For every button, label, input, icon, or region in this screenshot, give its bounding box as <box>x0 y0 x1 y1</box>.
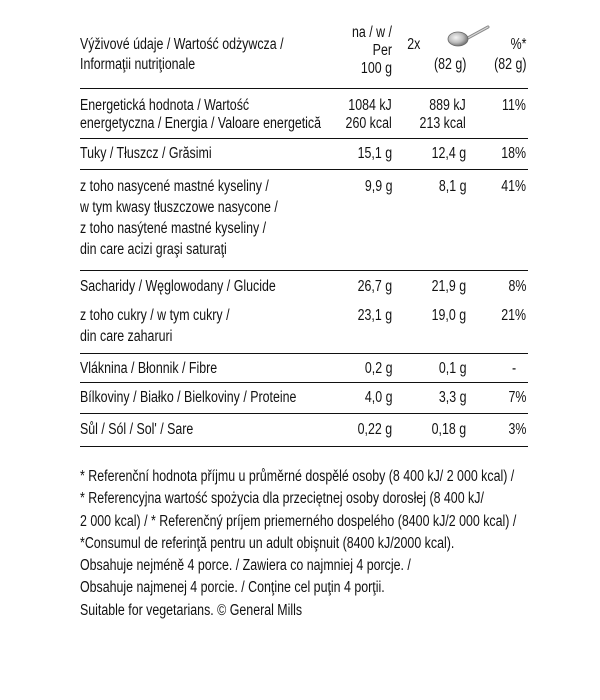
row-label-line: z toho nasycené mastné kyseliny / <box>80 178 269 195</box>
row-portion <box>432 178 466 196</box>
footnote-line: * Referencyjna wartość spożycia dla przeciętnej osoby dorosłej (8 400 kJ/ <box>80 490 484 508</box>
table-row <box>80 170 528 271</box>
cell-value: 8% <box>508 278 526 295</box>
table-header <box>80 24 528 89</box>
header-portion-line: 2x <box>406 36 420 53</box>
cell-value: 213 kcal <box>419 115 466 132</box>
table-row <box>80 414 528 447</box>
header-percent <box>486 36 527 74</box>
row-portion <box>408 97 466 133</box>
row-portion <box>423 145 466 163</box>
row-percent <box>504 389 526 407</box>
row-per100 <box>358 360 392 378</box>
header-per-line: 100 g <box>360 60 392 77</box>
row-label <box>80 278 325 296</box>
header-label-line: Výživové údaje / Wartość odżywcza / <box>80 36 284 53</box>
table-row <box>80 354 528 383</box>
row-portion <box>423 278 466 296</box>
row-percent <box>511 360 516 378</box>
cell-value: 7% <box>508 389 526 406</box>
cell-value: 15,1 g <box>357 145 392 162</box>
table-row <box>80 383 528 414</box>
cell-value: 889 kJ <box>429 97 466 114</box>
table-row <box>80 139 528 170</box>
header-percent-line: %* <box>510 36 526 53</box>
row-percent <box>496 97 526 115</box>
footnote-line: 2 000 kcal) / * Referenčný príjem priemerného dospelého (8400 kJ/2 000 kcal) / <box>80 512 517 530</box>
cell-value: 4,0 g <box>364 389 392 406</box>
cell-value: 3,3 g <box>438 389 466 406</box>
cell-value: 1084 kJ <box>348 97 392 114</box>
row-label-line: z toho nasýtené mastné kyseliny / <box>80 220 267 237</box>
cell-value: 3% <box>508 421 526 438</box>
cell-value: 41% <box>501 178 526 195</box>
row-per100 <box>349 278 392 296</box>
row-percent <box>495 178 526 196</box>
table-row <box>80 301 528 354</box>
row-label-line: Tuky / Tłuszcz / Grăsimi <box>80 145 212 162</box>
row-percent <box>495 307 526 325</box>
row-label-line: Energetická hodnota / Wartość <box>80 97 250 114</box>
row-percent <box>504 278 526 296</box>
footnote-line: *Consumul de referinţă pentru un adult obişnuit (8400 kJ/2000 kcal). <box>80 534 455 552</box>
row-label <box>80 389 351 407</box>
header-label-line: Informaţii nutriţionale <box>80 56 196 73</box>
row-label <box>80 178 327 259</box>
row-per100 <box>349 421 392 439</box>
header-label <box>80 36 334 74</box>
row-portion <box>432 360 466 378</box>
cell-value: 21,9 g <box>431 278 466 295</box>
cell-value: 18% <box>501 145 526 162</box>
row-per100 <box>349 307 392 325</box>
cell-value: 260 kcal <box>345 115 392 132</box>
row-label-line: Sacharidy / Węglowodany / Glucide <box>80 278 276 295</box>
footnote-line: Obsahuje najmenej 4 porcie. / Conţine cel puţin 4 porţii. <box>80 579 385 597</box>
row-per100 <box>358 389 392 407</box>
cell-value: 0,1 g <box>438 360 466 377</box>
row-label <box>80 360 251 378</box>
footnote-line: Obsahuje nejméně 4 porce. / Zawiera co najmniej 4 porcje. / <box>80 557 411 575</box>
row-label <box>80 421 222 439</box>
cell-value: 12,4 g <box>431 145 466 162</box>
cell-value: 0,22 g <box>357 421 392 438</box>
footnote-line: * Referenční hodnota příjmu u průměrné dospělé osoby (8 400 kJ/ 2 000 kcal) / <box>80 468 515 485</box>
header-portion-line: (82 g) <box>433 56 466 73</box>
row-label-line: Vláknina / Błonnik / Fibre <box>80 360 218 377</box>
spoon-icon <box>446 24 490 48</box>
row-label <box>80 145 245 163</box>
cell-value: 0,2 g <box>364 360 392 377</box>
cell-value: 8,1 g <box>438 178 466 195</box>
cell-value: 0,18 g <box>431 421 466 438</box>
row-label-line: w tym kwasy tłuszczowe nasycone / <box>80 199 278 216</box>
cell-value: 21% <box>501 307 526 324</box>
row-label-line: z toho cukry / w tym cukry / <box>80 307 230 324</box>
row-label-line: din care zaharuri <box>80 328 173 345</box>
header-per-line: Per <box>372 42 392 59</box>
row-label-line: energetyczna / Energia / Valoare energetică <box>80 115 322 132</box>
row-label-line: din care acizi graşi saturaţi <box>80 241 227 258</box>
row-portion <box>423 421 466 439</box>
row-portion <box>432 389 466 407</box>
footnote-line: Suitable for vegetarians. © General Mills <box>80 601 303 619</box>
row-per100 <box>334 97 392 133</box>
cell-value: 11% <box>502 97 526 114</box>
row-per100 <box>349 145 392 163</box>
cell-value: 26,7 g <box>357 278 392 295</box>
header-percent-line: (82 g) <box>493 56 526 73</box>
row-label-line: Bílkoviny / Białko / Bielkoviny / Proteine <box>80 389 297 406</box>
cell-value: 23,1 g <box>357 307 392 324</box>
table-row <box>80 271 528 301</box>
row-per100 <box>358 178 392 196</box>
nutrition-table <box>80 24 528 447</box>
cell-value: 9,9 g <box>364 178 392 195</box>
cell-value: - <box>511 360 516 377</box>
row-percent <box>504 421 526 439</box>
footnotes <box>80 466 530 622</box>
header-per-100g <box>342 24 392 78</box>
row-label-line: Sůl / Sól / Sol' / Sare <box>80 421 194 438</box>
row-label <box>80 307 267 346</box>
header-per-line: na / w / <box>352 24 392 41</box>
cell-value: 19,0 g <box>431 307 466 324</box>
row-portion <box>423 307 466 325</box>
row-percent <box>495 145 526 163</box>
table-row <box>80 89 528 139</box>
